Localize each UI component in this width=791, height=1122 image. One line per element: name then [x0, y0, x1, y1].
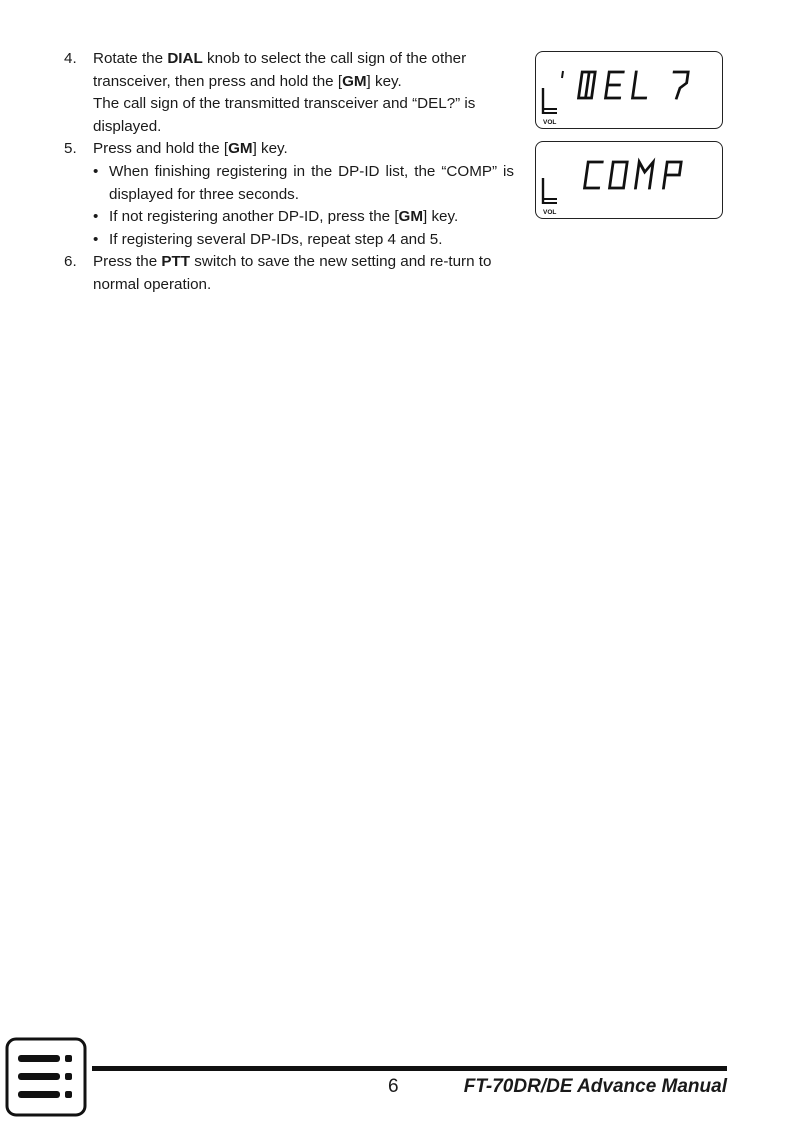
bold-term: GM	[398, 208, 424, 226]
text-run: ] key.	[252, 140, 288, 158]
step-text	[93, 93, 514, 138]
step-number: 4.	[64, 50, 77, 67]
bold-term: DIAL	[167, 50, 203, 67]
page-number: 6	[388, 1076, 399, 1097]
manual-title: FT-70DR/DE Advance Manual	[463, 1076, 727, 1097]
bullet-text	[109, 229, 514, 252]
bold-term: GM	[228, 140, 253, 158]
text-run: ] key.	[423, 208, 459, 226]
bold-term: GM	[342, 72, 367, 90]
lcd-display-comp	[535, 141, 723, 219]
step-text	[93, 138, 514, 161]
bullet-text	[109, 206, 514, 229]
text-run: The call sign of the transmitted transceiver and “DEL?” is displayed.	[93, 95, 476, 135]
text-run: Press the	[93, 253, 162, 271]
menu-icon[interactable]	[4, 1036, 88, 1118]
lcd-display-del	[535, 51, 723, 129]
lcd-vol-label: VOL	[543, 209, 557, 216]
text-run: When finishing registering in the DP-ID list, the “COMP” is displayed for three seconds.	[109, 162, 514, 203]
lcd-segment-graphic	[536, 52, 724, 130]
text-run: Press and hold the [	[93, 140, 229, 158]
lcd-segment-graphic	[536, 142, 724, 220]
step-item	[64, 48, 514, 138]
bullet-icon: •	[93, 208, 99, 226]
step-item	[64, 138, 514, 251]
bullet-item	[93, 229, 514, 252]
bullet-text	[109, 161, 514, 206]
text-run: If not registering another DP-ID, press the [	[109, 208, 399, 226]
text-run: ] key.	[366, 72, 402, 90]
bold-term: PTT	[161, 253, 191, 271]
text-run: If registering several DP-IDs, repeat step 4 and 5.	[109, 230, 443, 248]
step-text	[93, 48, 514, 93]
bullet-item	[93, 161, 514, 206]
procedure-steps	[64, 48, 514, 297]
step-number: 5.	[64, 140, 77, 158]
lcd-vol-label: VOL	[543, 119, 557, 126]
bullet-icon: •	[93, 230, 99, 248]
step-item	[64, 251, 514, 296]
step-number: 6.	[64, 253, 77, 271]
bullet-item	[93, 206, 514, 229]
text-run: knob to select the call sign of the other transceiver, then press and hold the [	[93, 50, 467, 90]
bullet-icon: •	[93, 162, 99, 180]
text-run: switch to save the new setting and re-turn to normal operation.	[93, 253, 492, 293]
text-run: Rotate the	[93, 50, 168, 67]
footer-rule	[92, 1066, 727, 1071]
step-text	[93, 251, 514, 296]
